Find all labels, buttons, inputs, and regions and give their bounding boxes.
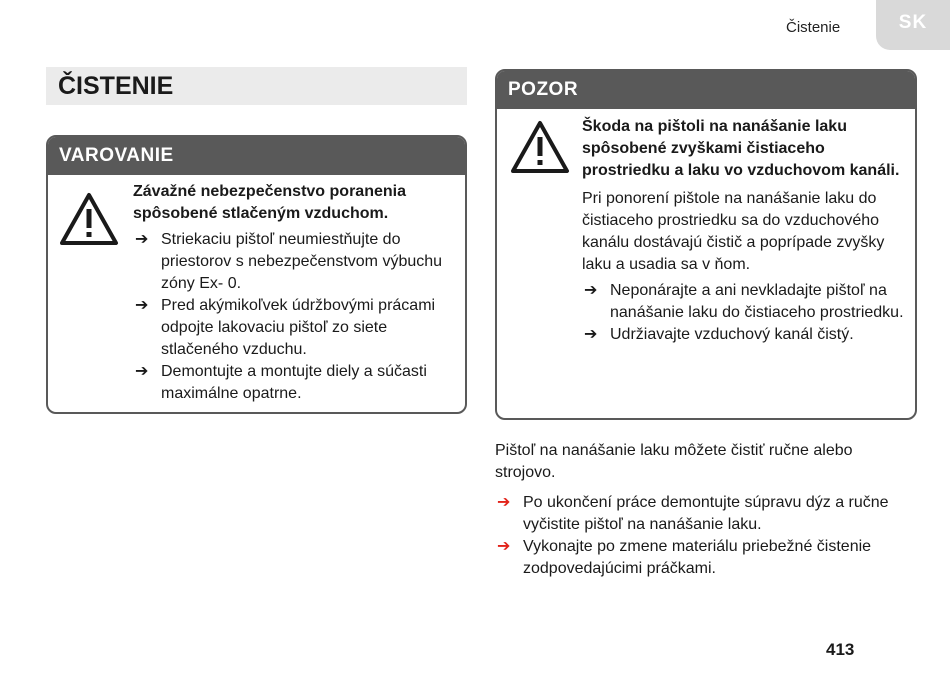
caution-list (582, 280, 912, 346)
warning-triangle-icon (58, 191, 120, 247)
caution-box (495, 69, 917, 420)
list-item: ➔ Udržiavajte vzduchový kanál čistý. (582, 324, 912, 346)
list-item: ➔ Striekaciu pištoľ neumiestňujte do priestorov s nebezpečenstvom výbuchu zóny Ex- 0. (135, 231, 443, 292)
arrow-right-icon: ➔ (497, 494, 511, 511)
arrow-right-icon: ➔ (135, 231, 149, 248)
body-list (495, 492, 915, 580)
body-text (495, 440, 915, 580)
section-heading: ČISTENIE (46, 67, 467, 105)
warning-list (133, 229, 458, 405)
warning-box (46, 135, 467, 414)
arrow-right-icon: ➔ (497, 538, 511, 555)
running-header: Čistenie (786, 19, 841, 36)
warning-lead: Závažné nebezpečenstvo poranenia spôsobené stlačeným vzduchom. (133, 183, 406, 222)
body-intro: Pištoľ na nanášanie laku môžete čistiť ručne alebo strojovo. (495, 442, 853, 481)
list-item: ➔ Neponárajte a ani nevkladajte pištoľ na nanášanie laku do čistiaceho prostriedku. (584, 282, 904, 321)
arrow-right-icon: ➔ (135, 297, 149, 314)
arrow-right-icon: ➔ (584, 326, 598, 343)
warning-box-header: VAROVANIE (48, 137, 465, 175)
arrow-right-icon: ➔ (135, 363, 149, 380)
page-number: 413 (826, 640, 855, 659)
caution-box-body (582, 116, 912, 346)
caution-text: Pri ponorení pištole na nanášanie laku do čistiaceho prostriedku sa do vzduchového kanálu dostávajú čistič a poprípade zvyšky laku a usadia sa v ňom. (582, 190, 885, 273)
language-tab: SK (876, 0, 950, 50)
arrow-right-icon: ➔ (584, 282, 598, 299)
warning-triangle-icon (509, 119, 571, 175)
list-item: ➔ Po ukončení práce demontujte súpravu dýz a ručne vyčistite pištoľ na nanášanie laku. (497, 494, 889, 533)
caution-box-header: POZOR (497, 71, 915, 109)
warning-box-body (133, 181, 458, 405)
list-item: ➔ Pred akýmikoľvek údržbovými prácami odpojte lakovaciu pištoľ zo siete stlačeného vzduchu. (135, 297, 436, 358)
list-item: ➔ Vykonajte po zmene materiálu priebežné čistenie zodpovedajúcimi práčkami. (497, 538, 872, 577)
caution-lead: Škoda na pištoli na nanášanie laku spôsobené zvyškami čistiaceho prostriedku a laku vo vzduchovom kanáli. (582, 118, 900, 179)
list-item: ➔ Demontujte a montujte diely a súčasti maximálne opatrne. (135, 363, 427, 402)
